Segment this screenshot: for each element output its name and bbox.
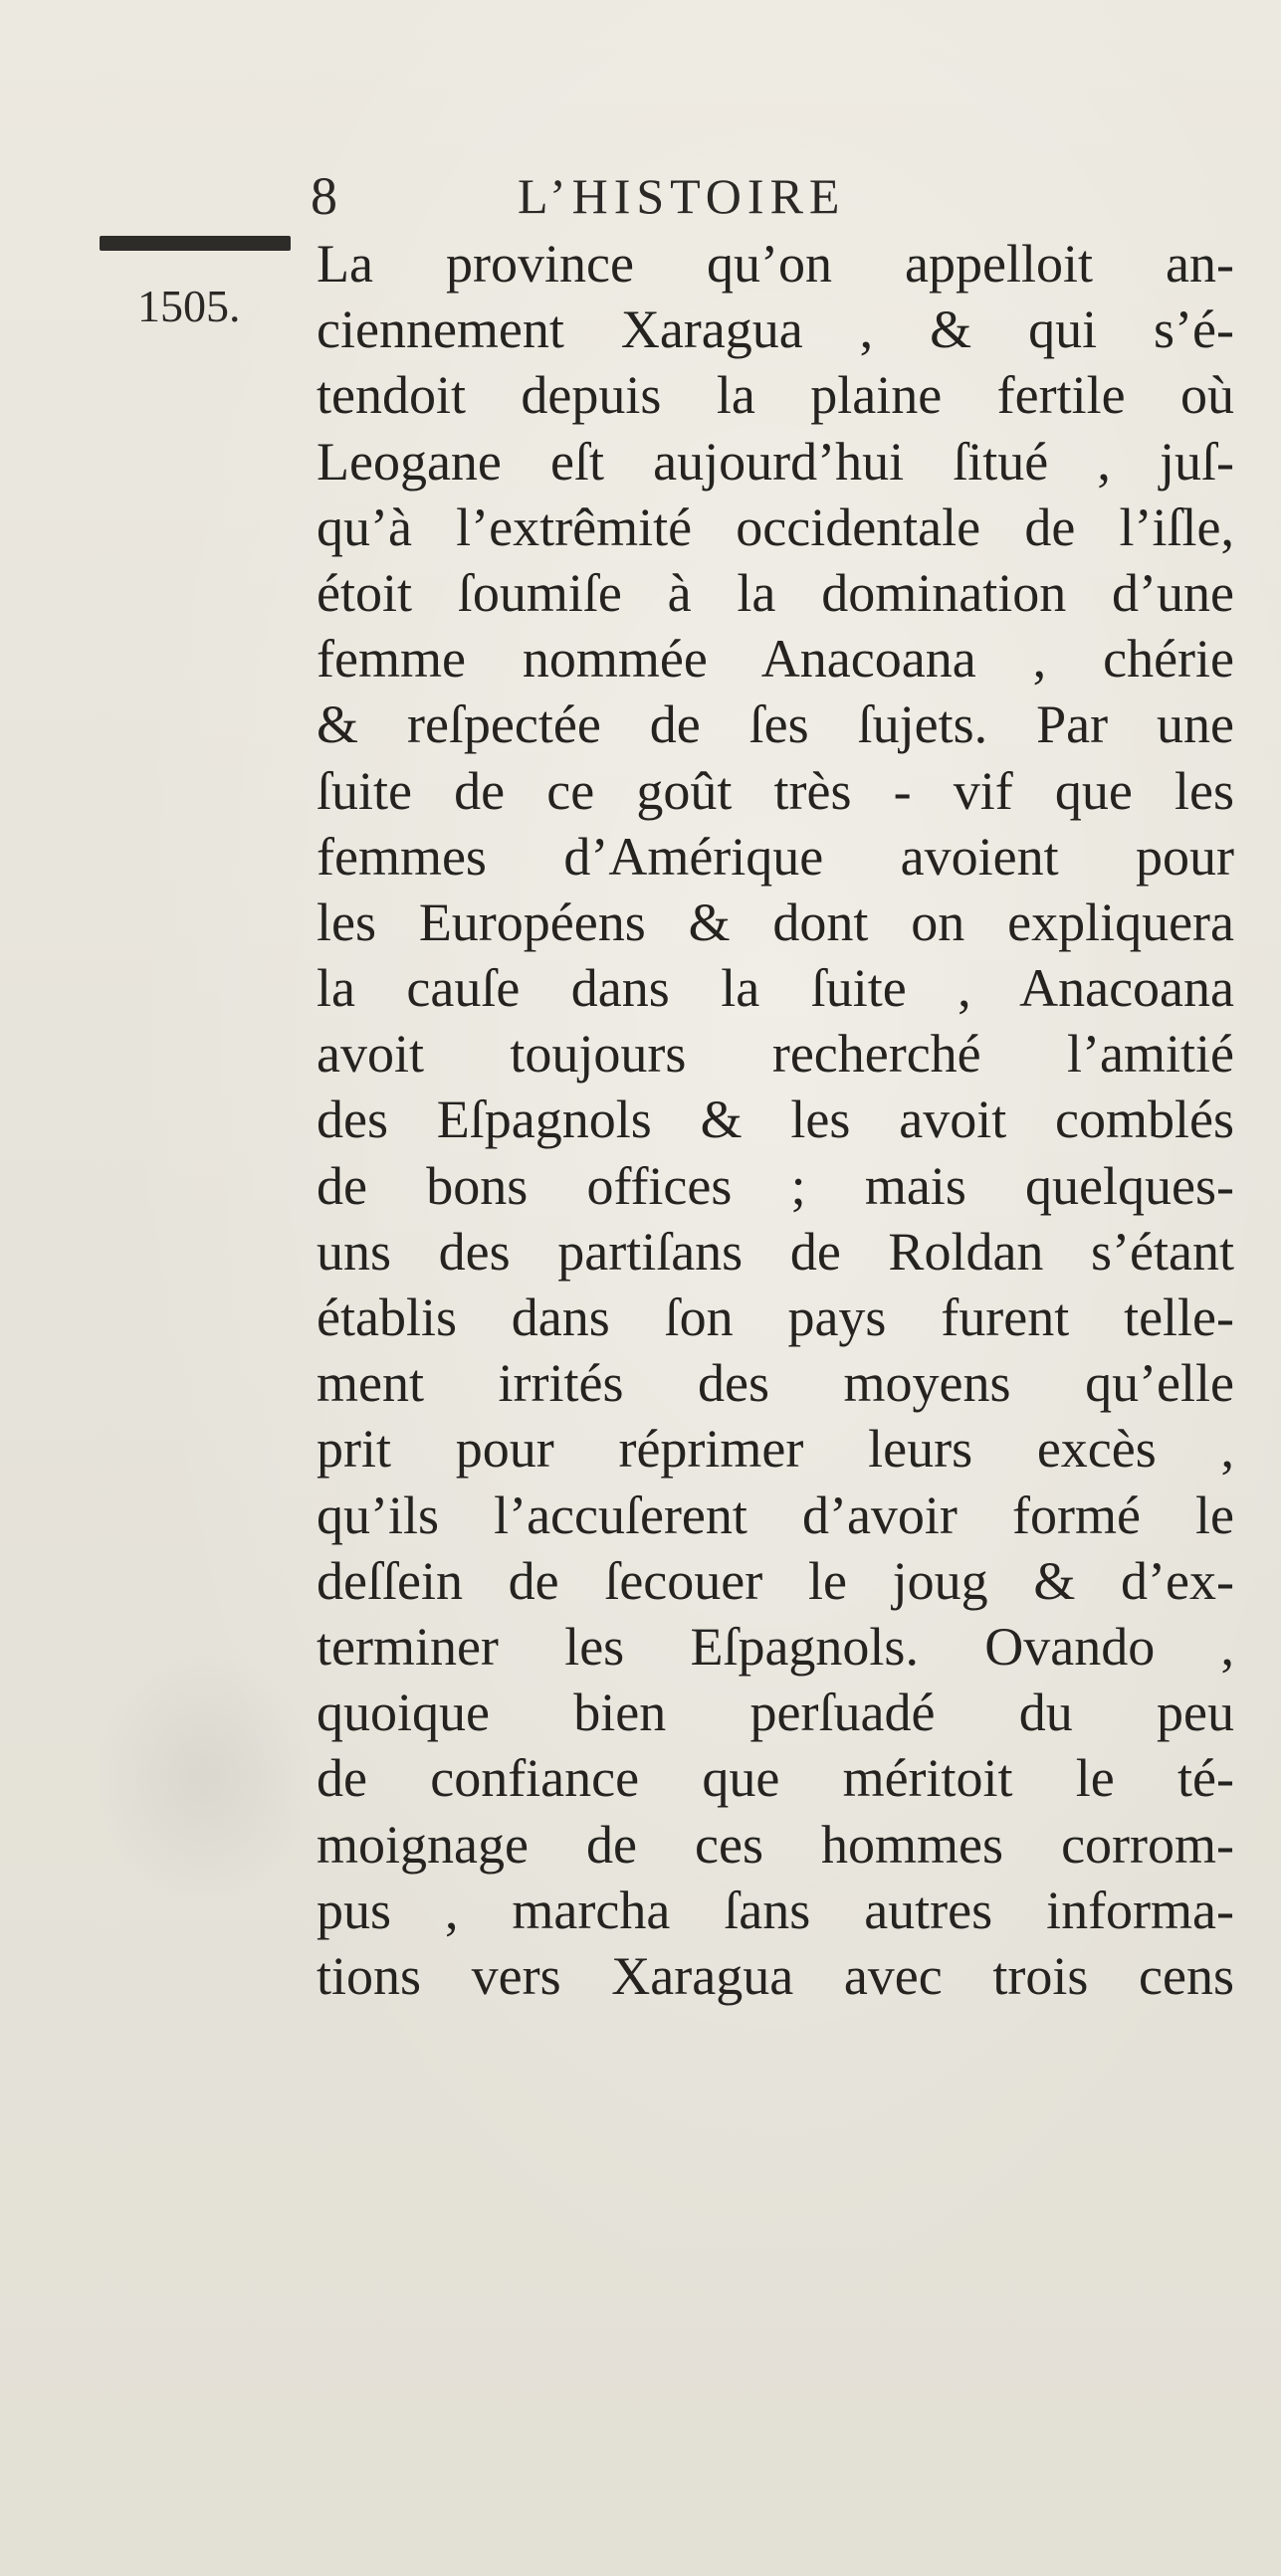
- text-line: étoit ſoumiſe à la domination d’une: [317, 562, 1234, 623]
- text-line: tions vers Xaragua avec trois cens: [317, 1945, 1234, 2006]
- text-line: ment irrités des moyens qu’elle: [317, 1353, 1234, 1414]
- text-line: qu’ils l’accuſerent d’avoir formé le: [317, 1485, 1234, 1545]
- text-line: les Européens & dont on expliquera: [317, 892, 1234, 952]
- show-through-stain: [95, 1647, 314, 1905]
- text-line: Leogane eſt aujourd’hui ſitué , juſ-: [317, 431, 1234, 492]
- text-line: deſſein de ſecouer le joug & d’ex-: [317, 1550, 1234, 1611]
- text-line: uns des partiſans de Roldan s’étant: [317, 1221, 1234, 1282]
- page-number: 8: [311, 166, 337, 226]
- text-line: moignage de ces hommes corrom-: [317, 1814, 1234, 1875]
- text-line: prit pour réprimer leurs excès ,: [317, 1419, 1234, 1480]
- text-line: ciennement Xaragua , & qui s’é-: [317, 299, 1234, 360]
- margin-rule: [100, 236, 291, 251]
- text-line: tendoit depuis la plaine fertile où: [317, 365, 1234, 426]
- text-line: & reſpectée de ſes ſujets. Par une: [317, 694, 1234, 755]
- text-line: femmes d’Amérique avoient pour: [317, 826, 1234, 887]
- running-head: L’HISTOIRE: [518, 168, 846, 224]
- text-line: qu’à l’extrêmité occidentale de l’iſle,: [317, 496, 1234, 557]
- text-line: de bons offices ; mais quelques-: [317, 1155, 1234, 1216]
- text-line: ſuite de ce goût très - vif que les: [317, 760, 1234, 821]
- text-line: femme nommée Anacoana , chérie: [317, 629, 1234, 690]
- text-line: terminer les Eſpagnols. Ovando ,: [317, 1616, 1234, 1677]
- text-line: pus , marcha ſans autres informa-: [317, 1880, 1234, 1940]
- body-text: [317, 231, 1234, 2009]
- text-line: quoique bien perſuadé du peu: [317, 1683, 1234, 1743]
- text-line: avoit toujours recherché l’amitié: [317, 1024, 1234, 1085]
- text-line: La province qu’on appelloit an-: [317, 234, 1234, 294]
- text-line: la cauſe dans la ſuite , Anacoana: [317, 958, 1234, 1019]
- text-line: de confiance que méritoit le té-: [317, 1748, 1234, 1809]
- text-line: des Eſpagnols & les avoit comblés: [317, 1090, 1234, 1150]
- text-line: établis dans ſon pays furent telle-: [317, 1288, 1234, 1347]
- marginal-year: 1505.: [137, 281, 241, 331]
